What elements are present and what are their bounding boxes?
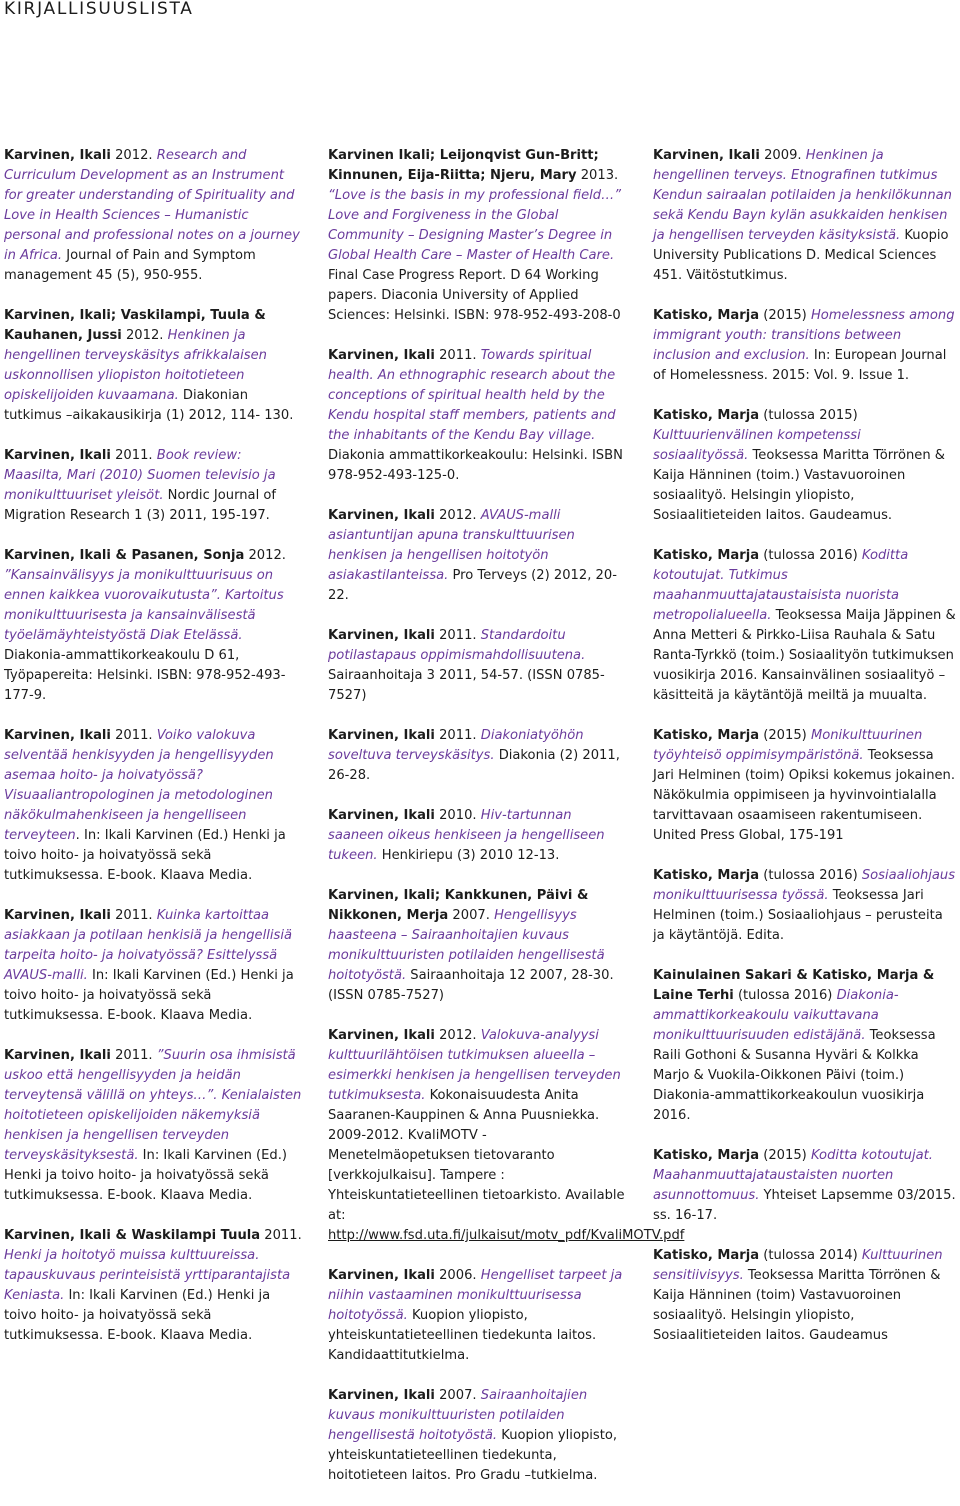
reference-title: Kodittа kotoutujat. Tutkimus maahanmuuttajataustaisista nuorista metropolialueella. bbox=[653, 548, 913, 623]
reference-details: (2015) bbox=[759, 1148, 811, 1163]
reference-title: Voiko valokuva selventää henkisyyden ja hengellisyyden asemaa hoito- ja hoivatyössä? Visuaaliantropologinen ja metodologinen näkökulmahenkiseen ja hengelliseen terveyteen bbox=[4, 728, 278, 843]
reference-title: Kuinka kartoittaa asiakkaan ja potilaan henkisiä ja hengellisiä tarpeita hoito- ja hoivatyössä? Esittelyssä AVAUS-malli. bbox=[4, 908, 297, 983]
reference-details: Pro Terveys (2) 2012, 20-22. bbox=[328, 568, 617, 603]
reference-entry bbox=[4, 1046, 304, 1206]
reference-details: (tulossa 2015) bbox=[759, 408, 862, 423]
reference-author: Karvinen, Ikali bbox=[653, 148, 760, 163]
reference-entry bbox=[653, 146, 957, 286]
reference-details: Teoksessa Maija Jäppinen & Anna Metteri & Pirkko-Liisa Rauhala & Satu Ranta-Tyrkkö (toim.) Sosiaalityön tutkimuksen vuosikirja 2016. Kansainvälinen sosiaalityö – käsitteitä ja käytäntöjä meiltä ja muualta. bbox=[653, 608, 960, 703]
reference-entry bbox=[328, 1026, 685, 1246]
reference-details: 2011. bbox=[110, 448, 157, 463]
reference-entry bbox=[328, 726, 630, 786]
reference-details: 2010. bbox=[434, 808, 481, 823]
reference-title: Kulttuurienvälinen kompetenssi sosiaalityössä. bbox=[653, 428, 865, 463]
reference-author: Karvinen, Ikali bbox=[328, 728, 435, 743]
reference-entry bbox=[4, 906, 304, 1026]
reference-author: Karvinen, Ikali bbox=[328, 808, 435, 823]
reference-column-2 bbox=[328, 146, 685, 1506]
reference-details: Journal of Pain and Symptom management 45 (5), 950-955. bbox=[4, 248, 260, 283]
reference-entry bbox=[4, 546, 304, 706]
reference-details: (2015) bbox=[759, 308, 811, 323]
reference-author: Katisko, Marja bbox=[653, 1248, 760, 1263]
reference-entry bbox=[653, 866, 960, 946]
reference-author: Karvinen, Ikali bbox=[4, 728, 111, 743]
reference-title: ”Kansainvälisyys ja monikulttuurisuus on ennen kaikkea vuorovaikutusta”. Kartoitus monikulttuurisesta ja kansainvälisestä työelämäyhteistyöstä Diak Etelässä. bbox=[4, 568, 288, 643]
reference-details: (tulossa 2016) bbox=[759, 548, 862, 563]
reference-author: Katisko, Marja bbox=[653, 868, 760, 883]
reference-details: 2012. bbox=[121, 328, 168, 343]
reference-entry bbox=[328, 626, 630, 706]
reference-title: Diakoniatyöhön soveltuva terveyskäsitys. bbox=[328, 728, 588, 763]
reference-author: Katisko, Marja bbox=[653, 308, 760, 323]
reference-details: Henkiriepu (3) 2010 12-13. bbox=[377, 848, 560, 863]
reference-details: Diakonia-ammattikorkeakoulu D 61, Työpapereita: Helsinki. ISBN: 978-952-493-177-9. bbox=[4, 628, 286, 703]
reference-title: Towards spiritual health. An ethnographic research about the conceptions of spiritual health held by the Kendu hospital staff members, patients and the inhabitants of the Kendu Bay village. bbox=[328, 348, 620, 443]
reference-details: 2007. bbox=[434, 1388, 481, 1403]
reference-entry bbox=[328, 506, 630, 606]
reference-entry bbox=[328, 1266, 630, 1366]
reference-details: In: European Journal of Homelessness. 2015: Vol. 9. Issue 1. bbox=[653, 348, 951, 383]
reference-details: 2011. bbox=[110, 908, 157, 923]
reference-author: Karvinen, Ikali bbox=[4, 448, 111, 463]
reference-details: 2012. bbox=[434, 1028, 481, 1043]
reference-title: Hiv-tartunnan saaneen oikeus henkiseen ja hengelliseen tukeen. bbox=[328, 808, 609, 863]
reference-entry bbox=[4, 306, 304, 426]
reference-details: Teoksessa Jari Helminen (toim.) Sosiaaliohjaus – perusteita ja käytäntöjä. Edita. bbox=[653, 888, 947, 943]
reference-title: “Love is the basis in my professional field…” Love and Forgiveness in the Global Community – Designing Master’s Degree in Global Health Care – Master of Health Care. bbox=[328, 188, 626, 263]
reference-title: Henki ja hoitotyö muissa kulttuureissa. tapauskuvaus perinteisistä yrttiparantajista Keniasta. bbox=[4, 1248, 295, 1303]
reference-details: 2011. bbox=[434, 628, 481, 643]
reference-link[interactable]: http://www.fsd.uta.fi/julkaisut/motv_pdf/KvaliMOTV.pdf bbox=[328, 1228, 685, 1243]
reference-title: Valokuva-analyysi kulttuurilähtöisen tutkimuksen alueella – esimerkki henkisen ja hengellisen terveyden tutkimuksesta. bbox=[328, 1028, 625, 1103]
reference-entry bbox=[328, 146, 630, 326]
reference-column-1 bbox=[4, 146, 304, 1366]
reference-details: Yhteiset Lapsemme 03/2015. ss. 16-17. bbox=[653, 1188, 960, 1223]
reference-author: Karvinen, Ikali; Kankkunen, Päivi & Nikkonen, Merja bbox=[328, 888, 593, 923]
reference-details: In: Ikali Karvinen (Ed.) Henki ja toivo hoito- ja hoivatyössä sekä tutkimuksessa. E-book. Klaava Media. bbox=[4, 968, 298, 1023]
reference-title: Sairaanhoitajien kuvaus monikulttuuristen potilaiden hengellisestä hoitotyöstä. bbox=[328, 1388, 592, 1443]
reference-author: Katisko, Marja bbox=[653, 548, 760, 563]
reference-title: ”Suurin osa ihmisistä uskoo että hengellisyyden ja heidän terveytensä välillä on yhteys…”. Kenialaisten hoitotieteen opiskelijoiden näkemyksiä henkisen ja hengellisen terveyden terveyskäsityksestä. bbox=[4, 1048, 306, 1163]
reference-author: Karvinen, Ikali bbox=[4, 148, 111, 163]
reference-author: Karvinen, Ikali; Vaskilampi, Tuula & Kauhanen, Jussi bbox=[4, 308, 271, 343]
reference-details: 2012. bbox=[110, 148, 157, 163]
reference-details: . In: Ikali Karvinen (Ed.) Henki ja toivo hoito- ja hoivatyössä sekä tutkimuksessa. E-book. Klaava Media. bbox=[4, 828, 290, 883]
reference-title: Sosiaaliohjaus monikulttuurisessa työssä. bbox=[653, 868, 960, 903]
reference-entry bbox=[653, 306, 957, 386]
reference-entry bbox=[4, 146, 304, 286]
reference-details: Kuopion yliopisto, yhteiskuntatieteellinen tiedekunta, hoitotieteen laitos. Pro Gradu –tutkielma. bbox=[328, 1428, 622, 1483]
reference-title: Monikulttuurinen työyhteisö oppimisympäristönä. bbox=[653, 728, 927, 763]
reference-details: Kokonaisuudesta Anita Saaranen-Kauppinen & Anna Puusniekka. 2009-2012. KvaliMOTV - Menetelmäopetuksen tietovaranto [verkkojulkaisu]. Tampere : Yhteiskuntatieteellinen tietoarkisto. Available at: bbox=[328, 1088, 629, 1223]
reference-author: Karvinen, Ikali bbox=[4, 908, 111, 923]
reference-entry bbox=[328, 886, 630, 1006]
reference-author: Karvinen, Ikali bbox=[328, 1028, 435, 1043]
reference-author: Kainulainen Sakari & Katisko, Marja & Laine Terhi bbox=[653, 968, 939, 1003]
reference-title: AVAUS-malli asiantuntijan apuna transkulttuurisen henkisen ja hengellisen hoitotyön asiakastilanteissa. bbox=[328, 508, 579, 583]
reference-title: Kulttuurinen sensitiivisyys. bbox=[653, 1248, 947, 1283]
reference-details: (tulossa 2014) bbox=[759, 1248, 862, 1263]
reference-entry bbox=[4, 1226, 304, 1346]
reference-details: 2013. bbox=[576, 168, 623, 183]
reference-details: Sairaanhoitaja 3 2011, 54-57. (ISSN 0785-7527) bbox=[328, 648, 605, 703]
reference-author: Karvinen, Ikali bbox=[328, 628, 435, 643]
reference-details: Sairaanhoitaja 12 2007, 28-30. (ISSN 0785-7527) bbox=[328, 968, 618, 1003]
reference-details: In: Ikali Karvinen (Ed.) Henki ja toivo hoito- ja hoivatyössä sekä tutkimuksessa. E-book. Klaava Media. bbox=[4, 1288, 275, 1343]
reference-entry bbox=[653, 1146, 960, 1226]
reference-author: Katisko, Marja bbox=[653, 408, 760, 423]
reference-author: Karvinen, Ikali & Waskilampi Tuula bbox=[4, 1228, 261, 1243]
reference-title: Henkinen ja hengellinen terveys. Etnografinen tutkimus Kendun sairaalan potilaiden ja henkilökunnan sekä Kendu Bayn kylän asukkaiden henkisen ja hengellisen terveyden käsityksistä. bbox=[653, 148, 957, 243]
reference-author: Karvinen, Ikali bbox=[4, 1048, 111, 1063]
reference-title: Standardoitu potilastapaus oppimismahdollisuutena. bbox=[328, 628, 586, 663]
reference-title: Research and Curriculum Development as an Instrument for greater understanding of Spirituality and Love in Health Sciences – Humanistic personal and professional notes on a journey in Africa. bbox=[4, 148, 305, 263]
reference-entry bbox=[328, 1386, 630, 1486]
reference-entry bbox=[4, 726, 304, 886]
reference-details: 2006. bbox=[434, 1268, 481, 1283]
reference-author: Katisko, Marja bbox=[653, 1148, 760, 1163]
reference-details: 2012. bbox=[244, 548, 291, 563]
reference-title: Diakonia-ammattikorkeakoulu vaikuttavana monikulttuurisuuden edistäjänä. bbox=[653, 988, 899, 1043]
page-title: KIRJALLISUUSLISTA bbox=[4, 0, 194, 19]
reference-details: Teoksessa Maritta Törrönen & Kaija Hänninen (toim.) Vastavuoroinen sosiaalityö. Helsingin yliopisto, Sosiaalitieteiden laitos. Gaudeamus. bbox=[653, 448, 950, 523]
reference-title: Hengellisyys haasteena – Sairaanhoitajien kuvaus monikulttuuristen potilaiden hengellisestä hoitotyöstä. bbox=[328, 908, 609, 983]
reference-details: 2011. bbox=[110, 728, 157, 743]
reference-details: (tulossa 2016) bbox=[733, 988, 837, 1003]
reference-details: In: Ikali Karvinen (Ed.) Henki ja toivo hoito- ja hoivatyössä sekä tutkimuksessa. E-book. Klaava Media. bbox=[4, 1148, 292, 1203]
reference-title: Kodittа kotoutujat. Maahanmuuttajataustaisten nuorten asunnottomuus. bbox=[653, 1148, 938, 1203]
reference-details: Kuopion yliopisto, yhteiskuntatieteellinen tiedekunta laitos. Kandidaattitutkielma. bbox=[328, 1308, 601, 1363]
reference-details: 2009. bbox=[759, 148, 806, 163]
reference-entry bbox=[653, 966, 957, 1126]
reference-details: 2011. bbox=[434, 728, 481, 743]
reference-details: 2011. bbox=[260, 1228, 306, 1243]
reference-details: Nordic Journal of Migration Research 1 (3) 2011, 195-197. bbox=[4, 488, 281, 523]
reference-details: Teoksessa Jari Helminen (toim) Opiksi kokemus jokainen. Näkökulmia oppimiseen ja hyvinvointialalla tarvittavaan osaamiseen rakentumiseen. United Press Global, 175-191 bbox=[653, 748, 960, 843]
reference-details: Teoksessa Maritta Törrönen & Kaija Hänninen (toim) Vastavuoroinen sosiaalityö. Helsingin yliopisto, Sosiaalitieteiden laitos. Gaudeamus bbox=[653, 1268, 945, 1343]
reference-details: Diakonia (2) 2011, 26-28. bbox=[328, 748, 625, 783]
reference-author: Karvinen, Ikali bbox=[328, 508, 435, 523]
reference-details: Teoksessa Raili Gothoni & Susanna Hyväri & Kolkka Marjo & Vuokila-Oikkonen Päivi (toim.) Diakonia-ammattikorkeakoulun vuosikirja 2016. bbox=[653, 1028, 940, 1123]
reference-details: 2011. bbox=[434, 348, 481, 363]
reference-details: (tulossa 2016) bbox=[759, 868, 862, 883]
reference-title: Henkinen ja hengellinen terveyskäsitys afrikkalaisen uskonnollisen yliopiston hoitotieteen opiskelijoiden kuvaamana. bbox=[4, 328, 272, 403]
reference-entry bbox=[653, 406, 957, 526]
reference-details: Final Case Progress Report. D 64 Working papers. Diaconia University of Applied Sciences: Helsinki. ISBN: 978-952-493-208-0 bbox=[328, 248, 621, 323]
reference-author: Karvinen, Ikali bbox=[328, 1268, 435, 1283]
reference-author: Karvinen, Ikali bbox=[328, 1388, 435, 1403]
reference-author: Katisko, Marja bbox=[653, 728, 760, 743]
reference-details: Kuopio University Publications D. Medical Sciences 451. Väitöstutkimus. bbox=[653, 228, 953, 283]
reference-entry bbox=[653, 1246, 957, 1346]
reference-details: Diakonian tutkimus –aikakausikirja (1) 2012, 114- 130. bbox=[4, 388, 294, 423]
reference-details: 2011. bbox=[110, 1048, 157, 1063]
reference-details: 2012. bbox=[434, 508, 481, 523]
reference-author: Karvinen Ikali; Leijonqvist Gun-Britt; Kinnunen, Eija-Riitta; Njeru, Mary bbox=[328, 148, 604, 183]
reference-details: Diakonia ammattikorkeakoulu: Helsinki. ISBN 978-952-493-125-0. bbox=[328, 428, 628, 483]
reference-author: Karvinen, Ikali & Pasanen, Sonja bbox=[4, 548, 245, 563]
reference-author: Karvinen, Ikali bbox=[328, 348, 435, 363]
reference-details: (2015) bbox=[759, 728, 811, 743]
reference-details: 2007. bbox=[448, 908, 495, 923]
reference-title: Book review: Maasilta, Mari (2010) Suomen televisio ja monikulttuuriset yleisöt. bbox=[4, 448, 280, 503]
reference-title: Hengelliset tarpeet ja niihin vastaaminen monikulttuurisessa hoitotyössä. bbox=[328, 1268, 627, 1323]
reference-entry bbox=[4, 446, 304, 526]
reference-column-3 bbox=[653, 146, 960, 1366]
reference-title: Homelessness among immigrant youth: transitions between inclusion and exclusion. bbox=[653, 308, 959, 363]
reference-entry bbox=[653, 726, 960, 846]
reference-entry bbox=[328, 346, 630, 486]
reference-entry bbox=[653, 546, 960, 706]
reference-entry bbox=[328, 806, 630, 866]
